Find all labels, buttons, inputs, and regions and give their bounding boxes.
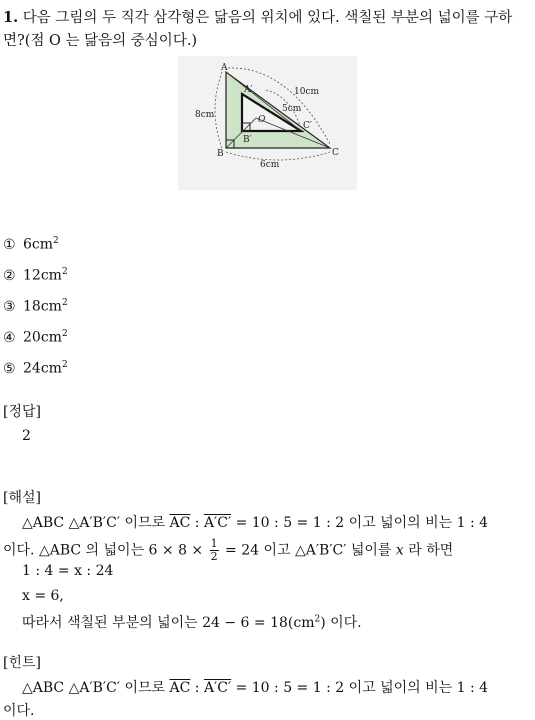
label-c: C [332,148,339,158]
choice-4[interactable]: ④ $20cm^2$ [3,329,68,346]
explanation-line-5: 따라서 색칠된 부분의 넓이는 $24 - 6 = 18(cm^2)$ 이다. [22,614,362,631]
choice-5[interactable]: ⑤ $24cm^2$ [3,360,68,377]
explanation-header: [해설] [3,490,41,506]
explanation-line-4: x = 6, [22,588,64,604]
choice-2[interactable]: ② $12cm^2$ [3,267,68,284]
label-ac: 10cm [294,87,320,97]
question-text [3,6,531,53]
label-c2: C′ [303,121,312,131]
explanation-line-3: 1 : 4 = x : 24 [22,563,114,579]
answer-header: [정답] [3,404,41,420]
label-b2: B′ [243,135,252,145]
question-number: 1. [3,9,19,26]
hint-line-2: 이다. [3,703,35,719]
choice-3[interactable]: ③ $18cm^2$ [3,298,68,315]
label-ab: 8cm [195,110,215,120]
similar-triangles-figure [178,56,357,190]
label-o: O [258,115,266,125]
hint-header: [힌트] [3,655,41,671]
explanation-line-2: 이다. △ABC 의 넓이는 6 × 8 × $\frac{1}{2}$ = 24 이고 △A′B′C′ 넓이를 x 라 하면 [3,537,454,563]
label-oc: 5cm [282,104,302,114]
label-b: B [217,149,224,159]
label-a: A [221,63,228,73]
fraction-half: $\frac{1}{2}$ [210,537,218,563]
label-bc: 6cm [260,160,280,170]
answer-value: 2 [22,428,31,444]
question-body: 다음 그림의 두 직각 삼각형은 닮음의 위치에 있다. 색칠된 부분의 넓이를 구하면?(점 O 는 닮음의 중심이다.) [3,10,513,49]
hint-line-1: △ABC △A′B′C′ 이므로 $\overline{AC}$ : A′C′ = 10 : 5 = 1 : 2 이고 넓이의 비는 1 : 4 [22,680,489,696]
label-a2: A′ [244,85,253,95]
explanation-line-1: △ABC △A′B′C′ 이므로 $\overline{AC}$ : A′C′ = 10 : 5 = 1 : 2 이고 넓이의 비는 1 : 4 [22,515,489,531]
choice-1[interactable]: ① $6cm^2$ [3,236,59,253]
